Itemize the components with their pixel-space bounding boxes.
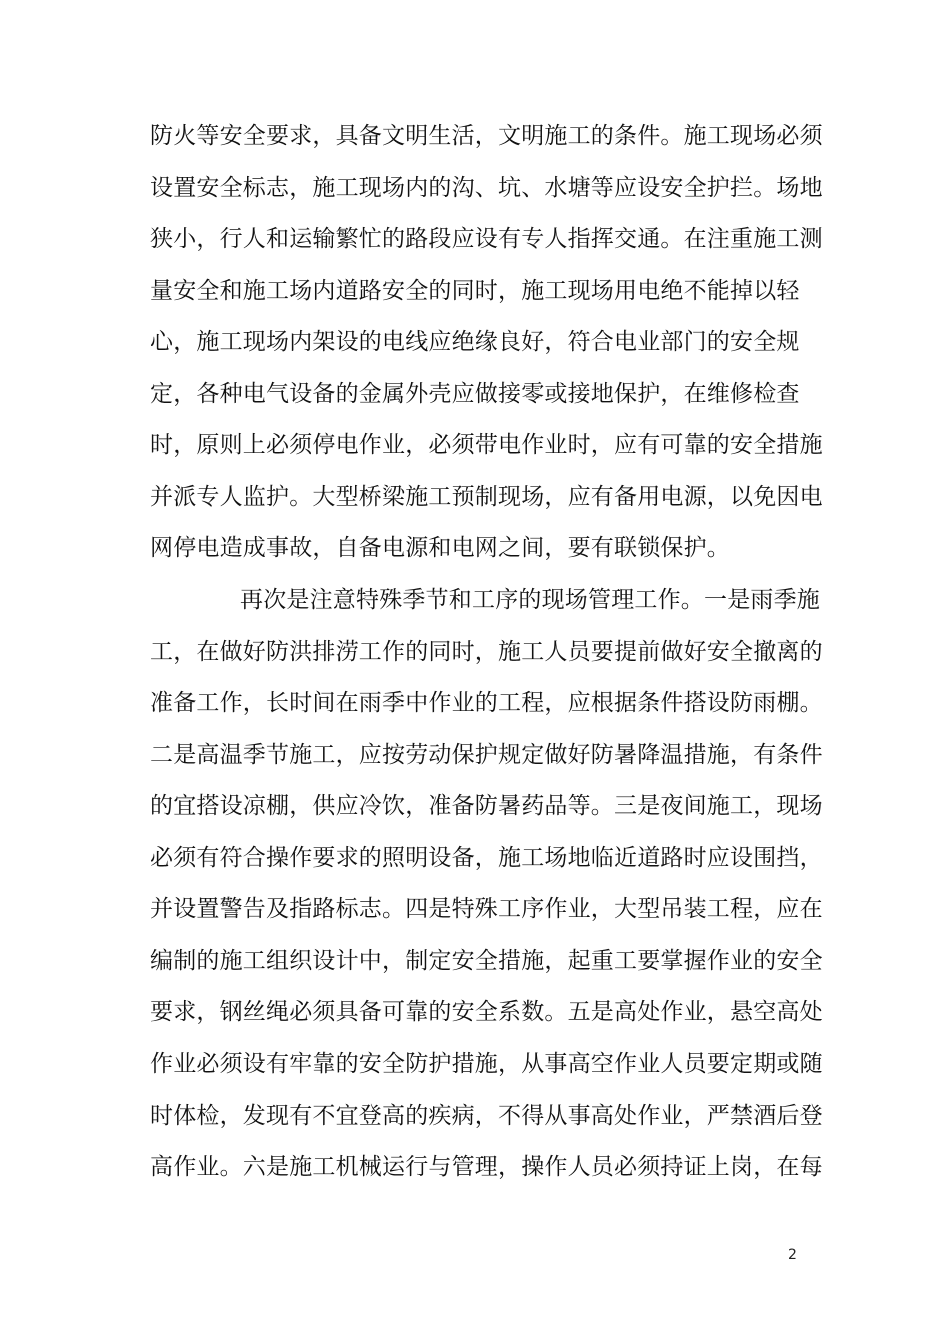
text-line: 并派专人监护。大型桥梁施工预制现场，应有备用电源，以免因电 bbox=[150, 484, 823, 510]
text-line: 设置安全标志，施工现场内的沟、坑、水塘等应设安全护拦。场地 bbox=[150, 175, 823, 201]
text-line: 准备工作，长时间在雨季中作业的工程，应根据条件搭设防雨棚。 bbox=[150, 690, 823, 716]
text-line: 并设置警告及指路标志。四是特殊工序作业，大型吊装工程，应在 bbox=[150, 896, 823, 922]
text-line: 网停电造成事故，自备电源和电网之间，要有联锁保护。 bbox=[150, 535, 730, 561]
paragraph-first-line: 再次是注意特殊季节和工序的现场管理工作。一是雨季施 bbox=[240, 587, 820, 613]
text-line: 定，各种电气设备的金属外壳应做接零或接地保护，在维修检查 bbox=[150, 381, 800, 407]
text-line: 工，在做好防洪排涝工作的同时，施工人员要提前做好安全撤离的 bbox=[150, 639, 823, 665]
text-line: 编制的施工组织设计中，制定安全措施，起重工要掌握作业的安全 bbox=[150, 948, 823, 974]
text-line: 量安全和施工场内道路安全的同时，施工现场用电绝不能掉以轻 bbox=[150, 278, 800, 304]
page-number: 2 bbox=[788, 1247, 797, 1263]
text-line: 高作业。六是施工机械运行与管理，操作人员必须持证上岗，在每 bbox=[150, 1154, 823, 1180]
text-line: 必须有符合操作要求的照明设备，施工场地临近道路时应设围挡， bbox=[150, 845, 823, 871]
text-line: 的宜搭设凉棚，供应冷饮，准备防暑药品等。三是夜间施工，现场 bbox=[150, 793, 823, 819]
text-line: 时体检，发现有不宜登高的疾病，不得从事高处作业，严禁酒后登 bbox=[150, 1103, 823, 1129]
text-line: 防火等安全要求，具备文明生活，文明施工的条件。施工现场必须 bbox=[150, 123, 823, 149]
text-line: 狭小，行人和运输繁忙的路段应设有专人指挥交通。在注重施工测 bbox=[150, 226, 823, 252]
text-line: 要求，钢丝绳必须具备可靠的安全系数。五是高处作业，悬空高处 bbox=[150, 999, 823, 1025]
text-line: 作业必须设有牢靠的安全防护措施，从事高空作业人员要定期或随 bbox=[150, 1051, 823, 1077]
text-line: 心，施工现场内架设的电线应绝缘良好，符合电业部门的安全规 bbox=[150, 329, 800, 355]
text-line: 时，原则上必须停电作业，必须带电作业时，应有可靠的安全措施 bbox=[150, 432, 823, 458]
text-line: 二是高温季节施工，应按劳动保护规定做好防暑降温措施，有条件 bbox=[150, 742, 823, 768]
